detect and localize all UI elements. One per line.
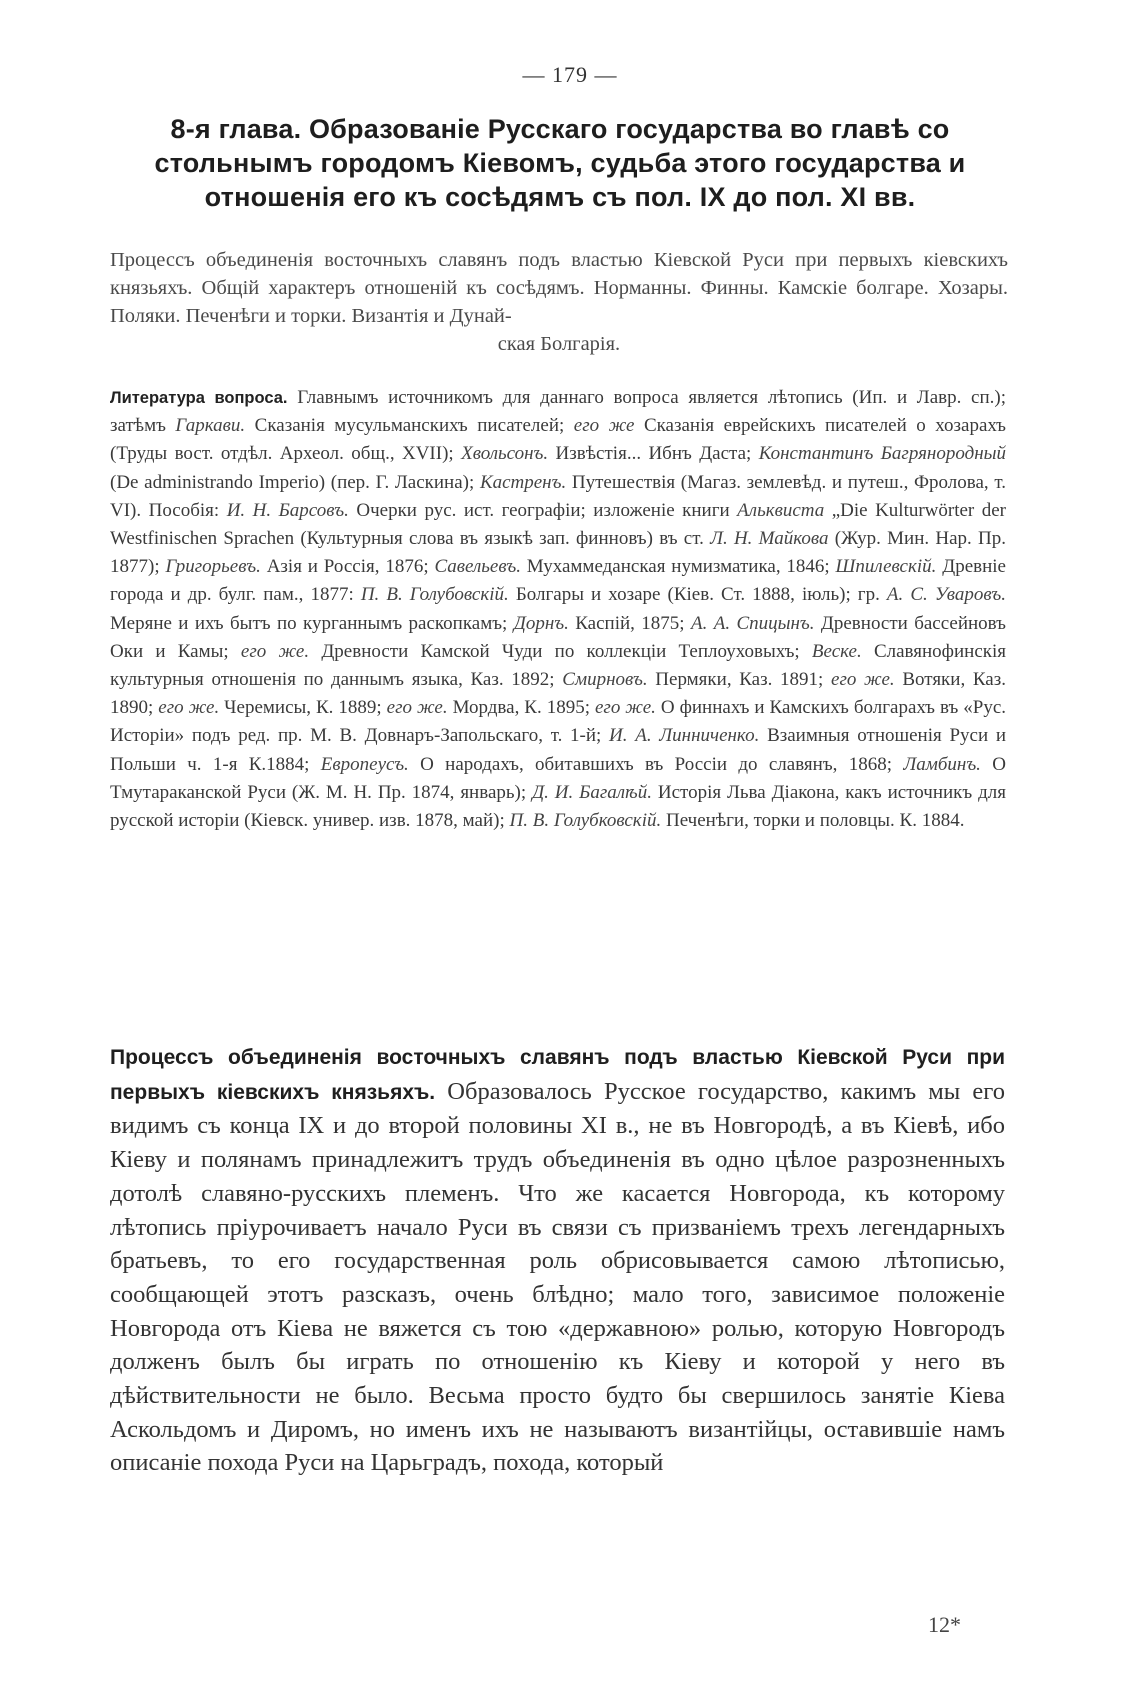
literature-author: П. В. Голубковскій. [509, 810, 662, 832]
literature-author: А. С. Уваровъ. [886, 584, 1006, 606]
page-number: — 179 — [522, 62, 618, 87]
literature-text: Мухаммеданская нумизматика, 1846; [520, 556, 836, 578]
literature-author: его же. [386, 697, 448, 719]
literature-text: (De administrando Imperio) (пер. Г. Ласкина); [110, 471, 480, 493]
literature-author: И. Н. Барсовъ. [226, 499, 349, 521]
literature-author: Д. И. Багалѣй. [532, 781, 652, 803]
literature-text: Меряне и ихъ бытъ по курганнымъ раскопкамъ; [110, 612, 514, 634]
literature-text: О Тмутараканской Руси (Ж. М. Н. Пр. 1874, январь); [110, 753, 1006, 803]
literature-text: Черемисы, К. 1889; [219, 697, 387, 719]
literature-text: Взаимныя отношенія Руси и Польши ч. 1-я К.1884; [110, 725, 1007, 775]
literature-text: Вотяки, Каз. 1890; [110, 669, 1006, 719]
literature-text: Печенѣги, торки и половцы. К. 1884. [661, 810, 965, 832]
literature-author: Гаркави. [175, 415, 246, 437]
literature-text: Исторія Льва Діакона, какъ источникъ для русской исторіи (Кіевск. универ. изв. 1878, май); [110, 781, 1006, 832]
literature-text: Сказанія мусульманскихъ писателей; [245, 415, 574, 437]
literature-author: Смирновъ. [562, 669, 648, 691]
literature-author: его же [573, 415, 635, 437]
literature-author: Константинъ Багрянородный [758, 443, 1006, 465]
literature-text: О народахъ, обитавшихъ въ Россіи до славянъ, 1868; [408, 753, 904, 775]
signature-mark: 12* [928, 1612, 961, 1637]
literature-author: Шпилевскій. [835, 556, 937, 578]
literature-text: Славянофинскія культурныя отношенія по даннымъ языка, Каз. 1892; [110, 640, 1007, 691]
section-heading: Процессъ объединенія восточныхъ славянъ подъ властью Кіевской Руси при первыхъ кіевскихъ князьяхъ. [110, 1046, 1005, 1104]
literature-text: Азія и Россія, 1876; [260, 556, 435, 578]
literature-text: Мордва, К. 1895; [447, 697, 595, 719]
summary-text: Процессъ объединенія восточныхъ славянъ подъ властью Кіевской Руси при первыхъ кіевскихъ князьяхъ. Общій характеръ отношеній къ сосѣдямъ. Норманны. Финны. Камскіе болгаре. Хозары. Поляки. Печенѣги и торки. Византія и Дунай- [110, 249, 1008, 327]
literature-author: Ламбинъ. [903, 753, 981, 775]
literature-author: Европеусъ. [320, 753, 409, 775]
literature-text: Каспій, 1875; [568, 612, 691, 634]
literature-text: (Жур. Мин. Нар. Пр. 1877); [110, 528, 1007, 578]
literature-text: Путешествія (Магаз. землевѣд. и путеш., Фролова, т. VI). Пособія: [110, 471, 1006, 521]
literature-text: Сказанія еврейскихъ писателей о хозарахъ (Труды вост. отдѣл. Археол. общ., XVII); [110, 415, 1006, 465]
literature-author: его же. [158, 697, 220, 719]
main-section [110, 1040, 1005, 1480]
literature-author: Григорьевъ. [165, 556, 261, 578]
literature-author: Веске. [811, 640, 862, 662]
literature-text: О финнахъ и Камскихъ болгарахъ въ «Рус. Исторіи» подъ ред. пр. М. В. Довнаръ-Запольскаго, т. 1-й; [110, 697, 1007, 747]
section-body: Образовалось Русское государство, какимъ мы его видимъ съ конца IX и до второй половины XI в., не въ Новгородѣ, а въ Кіевѣ, ибо Кіеву и полянамъ принадлежитъ трудъ объединенія въ одно цѣлое разрозненныхъ дотолѣ славяно-русскихъ племенъ. Что же касается Новгорода, къ которому лѣтопись пріурочиваетъ начало Руси въ связи съ призваніемъ трехъ легендарныхъ братьевъ, то его государственная роль обрисовывается самою лѣтописью, сообщающей этотъ разсказъ, очень блѣдно; мало того, зависимое положеніе Новгорода отъ Кіева не вяжется съ тою «державною» ролью, которую Новгородъ долженъ былъ бы играть по отношенію къ Кіеву и которой у него въ дѣйствительности не было. Весьма просто будто бы свершилось занятіе Кіева Аскольдомъ и Диромъ, но именъ ихъ не называютъ византійцы, оставившіе намъ описаніе похода Руси на Царьградъ, похода, который [110, 1077, 1005, 1477]
literature-author: его же. [831, 669, 895, 691]
literature-author: И. А. Линниченко. [609, 725, 760, 747]
literature-text: Болгары и хозаре (Кіев. Ст. 1888, іюль); гр. [508, 584, 887, 606]
chapter-summary [110, 246, 1008, 358]
chapter-title: 8-я глава. Образованіе Русскаго государства во главѣ со стольнымъ городомъ Кіевомъ, судьба этого государства и отношенія его къ сосѣдямъ съ пол. IX до пол. XI вв. [154, 114, 966, 212]
literature-text: „Die Kulturwörter der Westfinischen Sprachen (Культурныя слова въ языкѣ зап. финновъ) въ ст. [110, 499, 1007, 550]
literature-text: Главнымъ источникомъ для даннаго вопроса является лѣтопись (Ип. и Лавр. сп.); затѣмъ [110, 387, 1006, 437]
literature-body [110, 387, 1006, 831]
literature-author: Л. Н. Майкова [710, 528, 829, 550]
literature-text: Древности бассейновъ Оки и Камы; [110, 612, 1007, 662]
literature-author: его же. [594, 697, 656, 719]
literature-text: Пермяки, Каз. 1891; [647, 669, 832, 691]
summary-last-line: ская Болгарія. [497, 333, 621, 355]
literature-heading: Литература вопроса. [110, 389, 288, 407]
literature-author: А. А. Спицынъ. [690, 612, 815, 634]
literature-author: Дорнъ. [513, 612, 569, 634]
literature-author: его же. [240, 640, 310, 662]
literature-text: Очерки рус. ист. географіи; изложеніе книги [348, 499, 738, 521]
literature-author: Кастренъ. [479, 471, 567, 493]
literature-text: Древности Камской Чуди по коллекціи Теплоуховыхъ; [309, 640, 812, 662]
literature-author: Хвольсонъ. [461, 443, 549, 465]
literature-author: Савельевъ. [434, 556, 521, 578]
literature-text: Извѣстія... Ибнъ Даста; [548, 443, 759, 465]
literature-text: Древніе города и др. булг. пам., 1877: [110, 556, 1006, 606]
literature-author: Альквиста [737, 499, 825, 521]
literature-section [110, 384, 1006, 835]
literature-author: П. В. Голубовскій. [360, 584, 509, 606]
